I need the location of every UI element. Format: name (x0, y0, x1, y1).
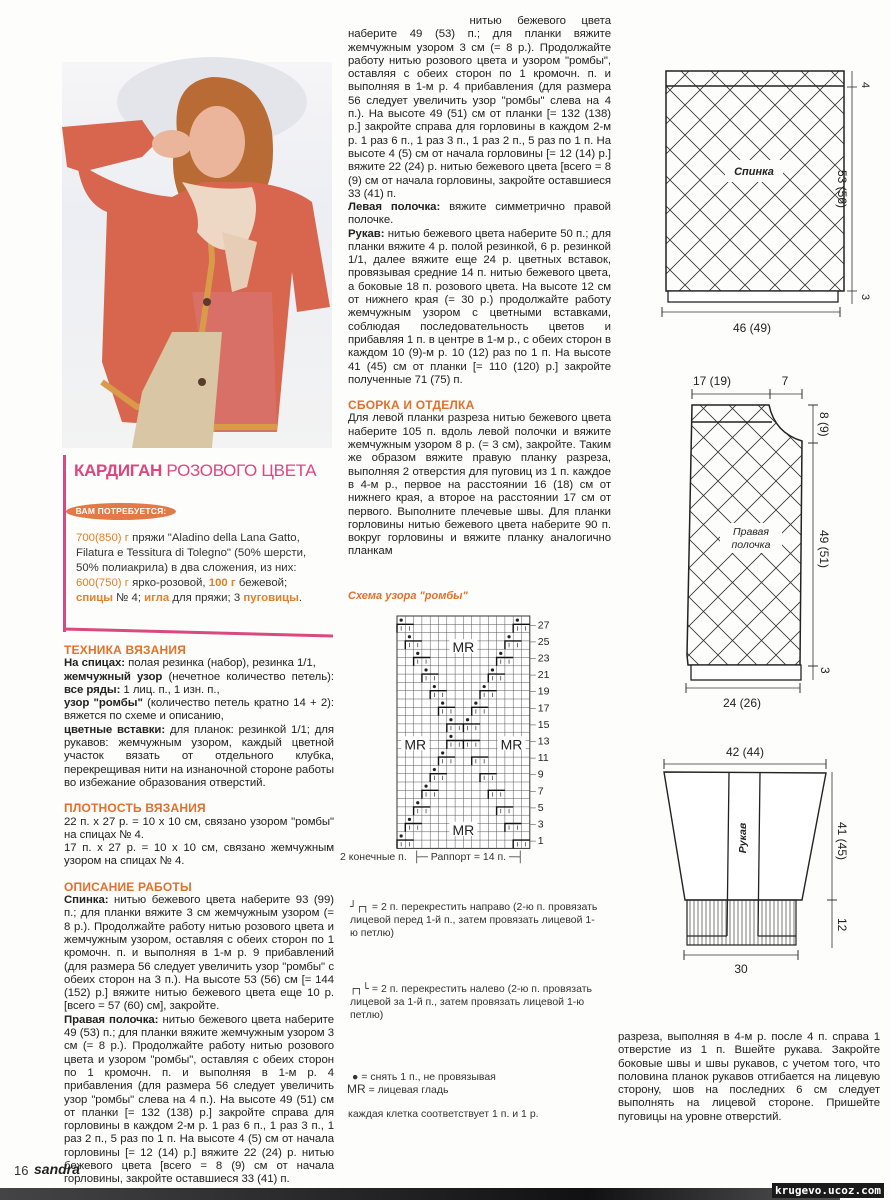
technique-p2-text: (нечетное количество петель): (162, 670, 334, 683)
gauge-p1: 22 п. х 27 р. = 10 х 10 см, связано узором "ромбы" на спицах № 4. (64, 815, 334, 841)
front-bottom-dim: 3 (818, 667, 832, 674)
page-number: 16 (14, 1163, 29, 1178)
slip-stitch-mark (474, 702, 477, 705)
slip-stitch-mark (408, 818, 411, 821)
slip-stitch-mark (491, 668, 494, 671)
sleeve-label: Рукав (737, 822, 749, 854)
row-label: 27 (537, 619, 550, 632)
needles-text: № 4; (112, 592, 145, 604)
back-bottom-band (668, 291, 838, 302)
sleeve-label: Рукав: (348, 227, 385, 240)
slip-stitch-mark (441, 702, 444, 705)
legend-cell: каждая клетка соответствует 1 п. и 1 р. (348, 1108, 539, 1120)
back-width-dim: 46 (49) (732, 321, 772, 335)
row-label: 13 (537, 735, 550, 748)
slip-stitch-mark (507, 635, 510, 638)
legend-cross-left-text: = 2 п. перекрестить налево (2-ю п. провязать лицевой за 1-й п., затем провязать лицевой 1-ю петлю) (350, 983, 592, 1021)
mr-label: MR (404, 736, 427, 753)
front-width-dim: 24 (26) (722, 696, 762, 710)
beige-amount: 100 г (208, 577, 236, 589)
slip-stitch-mark (433, 685, 436, 688)
model-photo (62, 62, 332, 448)
slip-dot-icon: ● (352, 1071, 359, 1083)
technique-p4-label: цветные вставки: (64, 723, 166, 736)
slip-stitch-mark (516, 619, 519, 622)
technique-p2-text2: 1 лиц. п., 1 изн. п., (120, 683, 220, 696)
slip-stitch-mark (424, 668, 427, 671)
chart-row-labels (530, 619, 550, 847)
slip-stitch-mark (400, 619, 403, 622)
slip-stitch-mark (424, 785, 427, 788)
slip-stitch-mark (441, 751, 444, 754)
legend-cross-left (350, 983, 600, 1022)
left-column (64, 643, 335, 1186)
sleeve-paragraph (348, 228, 611, 388)
right-front-paragraph (64, 1013, 335, 1186)
yarn-amount: 700(850) г (76, 532, 129, 544)
needles-label: спицы (76, 592, 113, 604)
right-front-label: Правая полочка: (64, 1013, 159, 1026)
back-bottom-dim: 3 (859, 294, 871, 301)
row-label: 1 (537, 835, 544, 848)
materials-end: . (298, 592, 303, 604)
legend-mr-text: = лицевая гладь (368, 1084, 449, 1096)
right-front-text-cont: нитью бежевого цвета наберите 49 (53) п.; для планки вяжите жемчужным узором 3 см (= 8 р.). Продолжайте работу нитью розового цвета и узором "ромбы", оставляя с обеих сторон по 1 кромочн. п. и выполняя в 1-м р. 4 прибавления (для размера 56 следует увеличить узор "ромбы" слева на 4 п.). На высоте 49 (51) см от планки [= 132 (138) р.] закройте справа для горловины в каждом 2-м р. 1 раз 6 п., 1 раз 3 п., 1 раз 2 п., 5 раз по 1 п. На высоте 4 (5) см от начала горловины [= 12 (14) р.] вяжите 22 (24) р. нитью бежевого цвета [всего = 8 (9) см от начала горловины, закройте оставшиеся 33 (41) п. (348, 15, 611, 200)
right-front-text: нитью бежевого цвета наберите 49 (53) п.; для планки вяжите жемчужным узором 3 см (= 8 р.). Продолжайте работу нитью розового цвета и узором "ромбы", оставляя с обеих сторон по 1 кромочн. п. и выполняя в 1-м р. 4 прибавления (для размера 56 следует увеличить узор "ромбы" слева на 4 п.). На высоте 49 (51) см от планки [= 132 (138) р.] закройте справа для горловины в каждом 2-м р. 1 раз 6 п., 1 раз 3 п., 1 раз 2 п., 5 раз по 1 п. На высоте 4 (5) см от начала горловины [= 12 (14) р.] вяжите 22 (24) р. нитью бежевого цвета [всего = 8 (9) см от начала горловины, закройте оставшиеся 33 (41) п. (64, 1013, 335, 1186)
front-neck-height-dim: 8 (9) (817, 412, 831, 437)
magazine-brand: sandra (34, 1161, 80, 1177)
left-front-paragraph (348, 201, 611, 228)
assembly-heading: СБОРКА И ОТДЕЛКА (348, 398, 475, 413)
cardigan-illustration (62, 62, 332, 448)
cross-right-icon: ┘┌┐ (350, 901, 369, 913)
mr-label: MR (500, 736, 523, 753)
sleeve-cuff-dim: 12 (835, 918, 849, 932)
back-label: Спинка: (64, 894, 109, 907)
slip-stitch-mark (416, 801, 419, 804)
legend-cross-right (350, 901, 600, 940)
slip-stitch-mark (416, 652, 419, 655)
slip-stitch-mark (499, 652, 502, 655)
technique-p4-text: для планок: резинкой 1/1; для рукавов: жемчужным узором, каждый цветной участок вязать от отдельного клубка, перекрещивая нити на изнаночной стороне работы во избежание образования отверстий. (64, 723, 335, 789)
yarn-text: пряжи "Aladino della Lana Gatto, Filatura e Tessitura di Tolegno" (50% шерсти, 50% полиакрила) в два сложения, из них: (76, 532, 307, 574)
row-label: 25 (537, 635, 550, 648)
technique-p2 (64, 671, 334, 698)
slip-stitch-mark (449, 718, 452, 721)
right-front-continued-text (348, 15, 611, 201)
mr-label: MR (452, 821, 475, 838)
row-label: 11 (537, 752, 549, 765)
title-light: РОЗОВОГО ЦВЕТА (166, 461, 317, 480)
row-label: 17 (537, 702, 550, 715)
technique-p1-text: полая резинка (набор), резинка 1/1, (125, 657, 316, 670)
slip-stitch-mark (466, 718, 469, 721)
row-label: 23 (537, 652, 550, 665)
row-label: 9 (537, 768, 544, 781)
sleeve-bottom-dim: 30 (734, 962, 748, 976)
front-label-2: полочка (731, 539, 771, 551)
sleeve-cuff (687, 900, 796, 945)
beige-text: бежевой; (235, 577, 288, 589)
bottom-bar (0, 1188, 840, 1200)
sleeve-schematic (640, 740, 880, 1030)
repeat-label-text: Раппорт = 14 п. (430, 851, 507, 863)
buttons-label: пуговицы (243, 592, 299, 604)
materials-list (76, 531, 326, 606)
slip-stitch-mark (408, 635, 411, 638)
requirements-badge: ВАМ ПОТРЕБУЕТСЯ: (66, 503, 176, 520)
assembly-paragraph-2: разреза, выполняя в 4-м р. после 4 п. справа 1 отверстие из 1 п. Вшейте рукава. Закройте боковые швы и швы рукавов, с учетом того, что половина планок рукавов отгибается на лицевую сторону, шов на последних 6 см следует выполнять на лицевой стороне. Пришейте пуговицы на уровне отверстий. (618, 1031, 880, 1123)
legend-cross-right-text: = 2 п. перекрестить направо (2-ю п. провязать лицевой перед 1-й п., затем провязать лицевой 1-ю петлю) (350, 901, 598, 939)
back-top-dim: 4 (859, 82, 871, 89)
pink-amount: 600(750) г (76, 577, 129, 589)
technique-heading: ТЕХНИКА ВЯЗАНИЯ (64, 643, 187, 657)
middle-column-2 (348, 201, 611, 559)
front-schematic (660, 365, 880, 720)
technique-p2-label: жемчужный узор (64, 670, 163, 683)
needle-label: игла (144, 592, 170, 604)
back-label: Спинка (734, 166, 774, 178)
legend-slip-text: = снять 1 п., не провязывая (361, 1071, 496, 1083)
watermark-site[interactable]: krugevo.ucoz.com (772, 1183, 884, 1198)
legend-mr (347, 1083, 597, 1097)
row-label: 21 (537, 669, 550, 682)
back-text: нитью бежевого цвета наберите 93 (99) п.; для планки вяжите 3 см жемчужным узором (= 8 р.). Продолжайте работу нитью розового цвета и жемчужным узором, оставляя с обеих сторон по 1 кромочн. п. и выполняя в 1-м р. 9 прибавлений (для размера 56 следует увеличить узор "ромбы" с обеих сторон на 3 п.). На высоте 53 (56) см [= 144 (152) р.] вяжите нитью бежевого цвета еще 10 р. [всего = 57 (60) см], закройте. (64, 894, 334, 1013)
assembly-paragraph-1: Для левой планки разреза нитью бежевого цвета наберите 105 п. вдоль левой полочки и вяжите жемчужным узором 8 р. (= 3 см), закройте. Таким же образом вяжите правую планку разреза, выполняя 2 отверстия для пуговиц из 1 п. каждое в 4-м р., первое на расстоянии 16 (18) см от нижнего края, а второе на расстоянии 17 см от первого. Выполните плечевые швы. Для планки горловины нитью бежевого цвета наберите 90 п. вокруг горловины и вяжите планку аналогично планкам (348, 412, 611, 558)
technique-p3 (64, 697, 334, 724)
front-bottom-band (691, 665, 801, 680)
technique-p1-label: На спицах: (64, 657, 126, 670)
sleeve-top-dim: 42 (44) (725, 745, 765, 759)
slip-stitch-mark (433, 768, 436, 771)
slip-stitch-mark (400, 834, 403, 837)
back-paragraph (64, 894, 334, 1014)
row-label: 5 (537, 801, 544, 814)
knitting-chart (340, 610, 570, 870)
page-title (74, 461, 316, 481)
gauge-heading: ПЛОТНОСТЬ ВЯЗАНИЯ (64, 801, 206, 816)
front-height-dim: 49 (51) (817, 530, 831, 569)
slip-stitch-mark (483, 685, 486, 688)
back-schematic (640, 60, 880, 360)
chart-title: Схема узора "ромбы" (348, 590, 468, 602)
title-bold: КАРДИГАН (74, 461, 162, 480)
technique-p1 (64, 657, 334, 670)
needle-text: для пряжи; 3 (169, 592, 244, 604)
description-heading: ОПИСАНИЕ РАБОТЫ (64, 879, 192, 894)
left-front-text: вяжите симметрично правой полочке. (348, 201, 611, 227)
row-label: 7 (537, 785, 544, 798)
cross-left-icon: ┌┐└ (350, 983, 369, 995)
slip-stitch-mark (449, 735, 452, 738)
technique-p3-text: (количество петель кратно 14 + 2): вяжется по схеме и описанию, (64, 697, 334, 723)
gauge-p2: 17 п. х 27 р. = 10 х 10 см, связано жемчужным узором на спицах № 4. (64, 842, 334, 868)
sleeve-height-dim: 41 (45) (835, 822, 849, 861)
row-label: 19 (537, 685, 550, 698)
right-front-continued (348, 15, 611, 215)
back-height-dim: 53 (56) (835, 170, 849, 209)
pink-text: ярко-розовой, (128, 577, 209, 589)
front-label-1: Правая (733, 526, 769, 538)
sleeve-text: нитью бежевого цвета наберите 50 п.; для планки вяжите 4 р. полой резинкой, 6 р. резинкой 1/1, далее вяжите еще 24 р. цветных вставок, провязывая средние 14 п. нитью бежевого цвета, а боковые 18 п. розового цвета. На высоте 12 см от нижнего края (= 30 р.) продолжайте работу жемчужным узором с цветными вставками, соблюдая последовательность цветов и прибавляя 1 п. в центре в 1-м р., с обеих сторон в каждом 10 (9)-м р. 10 (12) раз по 1 п. На высоте 41 (45) см от планки [= 110 (120) р.] закройте полученные 71 (75) п. (348, 227, 611, 386)
technique-p4 (64, 724, 334, 790)
left-front-label: Левая полочка: (348, 201, 441, 213)
front-neck-dim: 7 (781, 374, 789, 388)
front-shoulder-dim: 17 (19) (692, 374, 732, 388)
row-label: 3 (537, 818, 544, 831)
repeat-label: ├─ Раппорт = 14 п. ─┤ (413, 851, 524, 863)
mr-label: MR (452, 639, 475, 656)
mr-symbol: MR (347, 1082, 366, 1096)
edge-stitches-label: 2 конечные п. (340, 851, 407, 863)
technique-p2-label2: все ряды: (64, 683, 121, 696)
technique-p3-label: узор "ромбы" (64, 697, 143, 710)
row-label: 15 (537, 718, 550, 731)
